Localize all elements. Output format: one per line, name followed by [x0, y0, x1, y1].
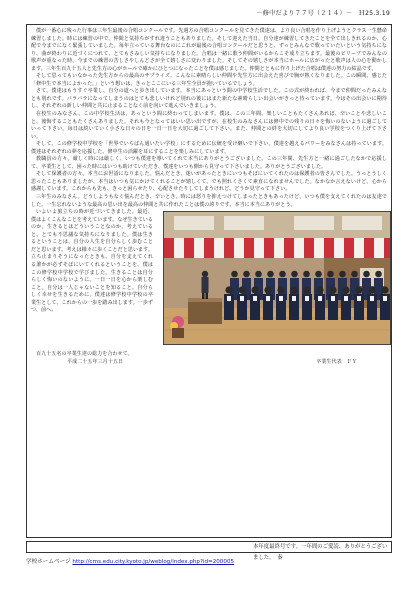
paragraph-9: いよいよ旅立ちの時が近づいてきました。最近、僕はよくこんなことを考えています。なぜ生きているのか。生きるとはどういうことなのか。考えていると、とても不思議な気持ちになりました。僕は生きるということは、自分の人生を自分らしく歩むことだと思います。考えは様々に歩くことだと思います。立ち止まりそうになったときも、自分を支えてくれる誰かが必ずそばにいてくれるということを、僕はこの修学校中学校で学びました。生きることは自分らしく悔いのないように。一日一日を心から楽しむこと。自分は一人じゃないことを知ること。自分らしく幸せを生きるために。僕達は修学校中学校の卒業生として、これからの一歩を踏み出します。一歩ずつ、前へ。: [31, 209, 153, 314]
paragraph-7: そして保護者の方々。本当にお世話になりました。悩んだとき、迷いがあったときにいつもそばにいてくれたのは保護者の皆さんでした。うっとうしく思ったこともありましたが、本当はいつも気にかけてくれることが嬉しくて、でも照れくさくて素直になれませんでした。なかなか言えないけど、心から感謝しています。これからも先も、きっと困らせたり、心配させたりしてしまうけれど、どうか見守って下さい。: [31, 171, 387, 193]
ceremony-photo-drawing: [164, 212, 390, 344]
graduation-ceremony-photo: [163, 211, 391, 345]
paragraph-2: そして思ってもいなかった先生方からの最高のサプライズ。こんなに素晴らしい仲間や先生方に出会えた喜びで胸が熱くなりました。この瞬間、感じた「修中生で本当によかった。」という想いは、きっとここにいる三年生全員が抱いているでしょう。: [31, 73, 387, 87]
speaker-signature: 卒業生代表 ＦＹ: [316, 358, 357, 365]
paragraph-1: 僕が一番心に残った行事は三年生最後の合唱コンクールです。先週方の合唱コンクールを見てきた僕達は、より良い合唱を作り上げようとクラス一生懸命練習しました。時には練習の中で、仲間と気持ちがすれ違うこともありました。そして迎えた当日。自分達が練習してきたことを全て出しきれるのか、心配で今までになく緊張していました。毎年立っている舞台なのにこれが最後の合唱コンクールだと思うと、ずっとみんなで歌っていたいという気持ちになり、曲が終わりに近づくにつれて、とてもさみしい気持ちになりました。合唱は一緒に歌う仲間がいるからこそ成り立ちます。最後のピリーブでみんなの歌声が重なった時、今までの練習の苦しさやしんどさが全て嬉しさに変わりました。そしてその嬉しさが本当にホールに広がったと歌声は人の心を動かします。三年生百九十五人と先生方の心がホールで確かにひとつになったことを僕は感じました。仲間とともに作り上げた合唱は僕達の努力の結晶です。: [31, 28, 387, 72]
paragraph-6: 教職員の方々。厳しく時には厳しく、いつも僕達を導いてくれて本当にありがとうございました。この三年間、先生方と一緒に過ごしたなかで応援して、卒業生として、困った時にはいつも助けていただき、僕達をいつも側から見守って下さいました。ありがとうございました。: [31, 156, 387, 170]
signature-line: [31, 359, 387, 367]
school-homepage-footer: [26, 557, 234, 565]
homepage-link[interactable]: http://cms.edu.city.kyoto.jp/weblog/index.php?id=200005: [72, 559, 235, 565]
issue-header: －修中だより７７号（２１４）－ Ｈ25.3.19: [256, 10, 390, 17]
paragraph-5: そして、この修学校中学校を「世界でいちばん通いたい学校」にするために伝統を受け継いで下さい。僕達を越えるパワーをみなさんは持っています。僕達はそれぞれの夢を応援した、修中生の活躍を耳にすることを楽しみにしています。: [31, 141, 387, 155]
article-body: [31, 28, 387, 366]
photo-wrap-zone: [31, 209, 387, 351]
closing-line: 百九十五名の卒業生達の総力を合わせて。: [36, 351, 133, 358]
paragraph-8: 三年生のみなさん。どうしようもなく悩んだとき、辛いとき、時には怒りを抑えつけてしまったときもあったけど、いつも僕を支えてくれたのは友達でした。一生忘れないような最高の思い出を最高の仲間と共に作れたことは僕の誇りです。本当に本当にありがとう。: [31, 194, 387, 208]
paragraph-3: さて、僕達はもうすぐ卒業し、自分の道へと歩き出しています。本当にあっという間の中学校生活でした。この式が終われば、今まで仲間だったみんなとも別れです。バラバラになってしまうのはとても悲しいけれど別れの後にはまた新たな素晴らしい出会いがきっと待っています。今はその出会いに期待し、それぞれの新しい仲間と共に止まることなく前を向いて進んでいきましょう。: [31, 88, 387, 110]
homepage-label: 学校ホームページ: [26, 559, 71, 565]
article-frame: [26, 24, 392, 538]
speech-date: 平成二十五年三月十五日: [67, 358, 124, 365]
wrap-text-column: [31, 209, 153, 315]
paragraph-4: 在校生のみなさん。この中学校生活は、あっという間に終わってしまいます。僕は、この三年間、楽しいこともたくさんあれば、辛いことや悲しいこと、後悔することもたくさんありました。それも今となってはいい思い出ですが、在校生のみなさんには修中での残りの日々を悔いのないように過ごしていって下さい。毎日は続いていく小さな日々の日を一日一日を大切に過ごして下さい。また、仲間との絆を大切にしてより良い学校をつくり上げて下さい。: [31, 111, 387, 140]
editor-note-text: 本年度最終号です。一年間のご愛読、ありがとうございました。 秦: [253, 544, 388, 561]
editor-note: [26, 541, 392, 561]
